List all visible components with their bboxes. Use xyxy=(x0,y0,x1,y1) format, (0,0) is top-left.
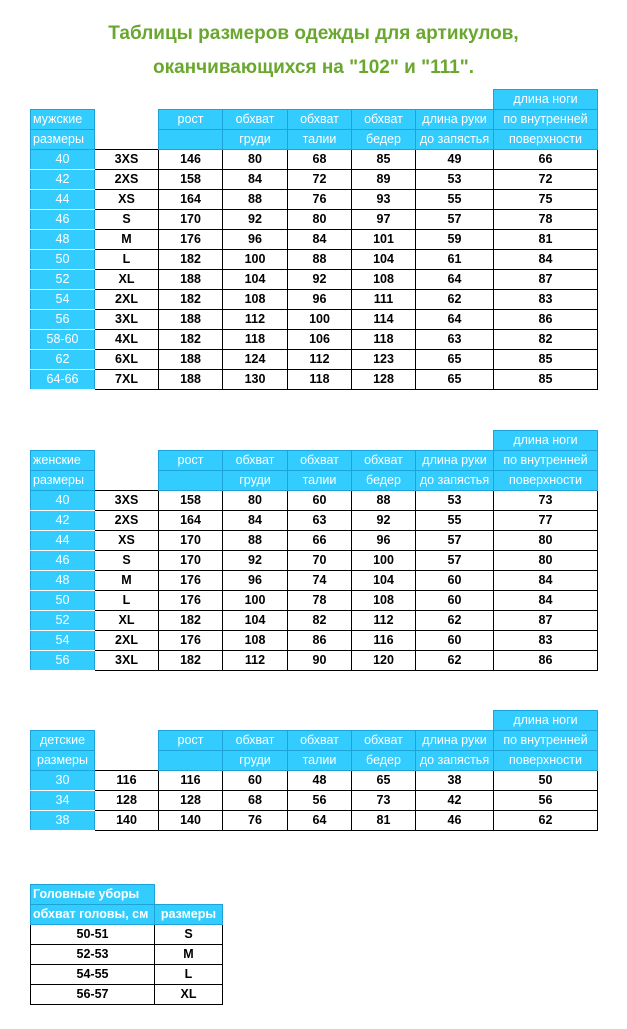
table-cell: 74 xyxy=(288,571,352,591)
table-cell: 96 xyxy=(223,230,288,250)
col-chest-header-a: обхват xyxy=(223,110,288,130)
col-chest-header-b: груди xyxy=(223,751,288,771)
col-waist-header-b: талии xyxy=(288,471,352,491)
table-cell: 92 xyxy=(223,210,288,230)
size-cell: 56 xyxy=(31,310,95,330)
col-hips-header-b: бедер xyxy=(352,471,416,491)
size-cell: 46 xyxy=(31,551,95,571)
table-cell: 60 xyxy=(223,771,288,791)
table-cell: 57 xyxy=(416,210,494,230)
table-cell: 80 xyxy=(223,150,288,170)
table-cell: 82 xyxy=(494,330,598,350)
table-cell: 78 xyxy=(288,591,352,611)
table-cell: 182 xyxy=(159,330,223,350)
table-row xyxy=(31,611,598,631)
table-cell: 140 xyxy=(159,811,223,831)
table-cell: 2XS xyxy=(95,511,159,531)
col-hips-header-a: обхват xyxy=(352,731,416,751)
col-leg-header-a: длина ноги xyxy=(494,431,598,451)
table-cell: 63 xyxy=(416,330,494,350)
table-cell: 101 xyxy=(352,230,416,250)
size-cell: 38 xyxy=(31,811,95,831)
size-cell: 54 xyxy=(31,631,95,651)
size-cell: 48 xyxy=(31,230,95,250)
table-row xyxy=(31,651,598,671)
table-cell: 92 xyxy=(288,270,352,290)
table-cell: M xyxy=(95,571,159,591)
col-arm-header-b: до запястья xyxy=(416,130,494,150)
table-cell: 108 xyxy=(352,591,416,611)
table-cell: 90 xyxy=(288,651,352,671)
table-cell: 55 xyxy=(416,511,494,531)
table-cell: 88 xyxy=(288,250,352,270)
table-cell: 86 xyxy=(494,651,598,671)
table-cell: 6XL xyxy=(95,350,159,370)
table-row xyxy=(31,985,223,1005)
table-row xyxy=(31,965,223,985)
table-cell: 48 xyxy=(288,771,352,791)
table-cell: 2XS xyxy=(95,170,159,190)
table-cell: 63 xyxy=(288,511,352,531)
table-cell: S xyxy=(95,551,159,571)
table-cell: XL xyxy=(155,985,223,1005)
table-cell: 73 xyxy=(494,491,598,511)
table-cell: 68 xyxy=(288,150,352,170)
table-row xyxy=(31,791,598,811)
table-cell: 73 xyxy=(352,791,416,811)
table-cell: XL xyxy=(95,611,159,631)
size-cell: 50 xyxy=(31,591,95,611)
size-cell: 64-66 xyxy=(31,370,95,390)
col-waist-header-a: обхват xyxy=(288,110,352,130)
size-cell: 34 xyxy=(31,791,95,811)
size-cell: 58-60 xyxy=(31,330,95,350)
col-chest-header-b: груди xyxy=(223,471,288,491)
table-cell: 49 xyxy=(416,150,494,170)
table-cell: 116 xyxy=(352,631,416,651)
table-cell: 188 xyxy=(159,370,223,390)
size-cell: 48 xyxy=(31,571,95,591)
col-leg-header-c: поверхности xyxy=(494,471,598,491)
table-cell: 97 xyxy=(352,210,416,230)
table-cell: 56 xyxy=(288,791,352,811)
table-cell: 88 xyxy=(352,491,416,511)
table-cell: 53 xyxy=(416,170,494,190)
table-row xyxy=(31,771,598,791)
table-cell: 54-55 xyxy=(31,965,155,985)
table-cell: 164 xyxy=(159,511,223,531)
table-cell: 84 xyxy=(223,511,288,531)
table-cell: 108 xyxy=(223,290,288,310)
col-arm-header-b: до запястья xyxy=(416,751,494,771)
size-cell: 56 xyxy=(31,651,95,671)
table-row xyxy=(31,591,598,611)
col-arm-header-a: длина руки xyxy=(416,731,494,751)
col-arm-header-a: длина руки xyxy=(416,451,494,471)
table-cell: 75 xyxy=(494,190,598,210)
table-cell: 123 xyxy=(352,350,416,370)
table-cell: 88 xyxy=(223,190,288,210)
size-cell: 42 xyxy=(31,170,95,190)
table-row xyxy=(31,270,598,290)
table-cell: 104 xyxy=(352,571,416,591)
col-arm-header-b: до запястья xyxy=(416,471,494,491)
size-cell: 50 xyxy=(31,250,95,270)
table-cell: 76 xyxy=(288,190,352,210)
table-cell: M xyxy=(95,230,159,250)
kids-label-b: размеры xyxy=(31,751,95,771)
table-cell: 3XS xyxy=(95,491,159,511)
col-leg-header-c: поверхности xyxy=(494,130,598,150)
table-cell: 65 xyxy=(416,350,494,370)
kids-label-a: детские xyxy=(31,731,95,751)
table-cell: 62 xyxy=(416,611,494,631)
table-cell: 84 xyxy=(494,250,598,270)
table-cell: 84 xyxy=(494,591,598,611)
table-cell: 86 xyxy=(288,631,352,651)
table-cell: 112 xyxy=(223,651,288,671)
table-cell: 182 xyxy=(159,290,223,310)
table-cell: 60 xyxy=(416,631,494,651)
table-cell: 70 xyxy=(288,551,352,571)
table-cell: 112 xyxy=(223,310,288,330)
col-chest-header-a: обхват xyxy=(223,451,288,471)
table-row xyxy=(31,330,598,350)
table-cell: 80 xyxy=(288,210,352,230)
table-cell: 52-53 xyxy=(31,945,155,965)
women-label-a: женские xyxy=(31,451,95,471)
table-cell: 114 xyxy=(352,310,416,330)
table-cell: 84 xyxy=(288,230,352,250)
table-cell: 112 xyxy=(352,611,416,631)
table-cell: 60 xyxy=(416,591,494,611)
table-row xyxy=(31,170,598,190)
table-cell: 64 xyxy=(288,811,352,831)
table-cell: 87 xyxy=(494,270,598,290)
table-cell: 96 xyxy=(352,531,416,551)
kids-size-table xyxy=(30,710,598,831)
table-cell: 80 xyxy=(494,551,598,571)
col-chest-header-a: обхват xyxy=(223,731,288,751)
men-size-table xyxy=(30,89,598,390)
table-cell: L xyxy=(95,250,159,270)
table-cell: 38 xyxy=(416,771,494,791)
table-cell: 100 xyxy=(223,250,288,270)
table-cell: 100 xyxy=(223,591,288,611)
table-cell: 111 xyxy=(352,290,416,310)
table-row xyxy=(31,811,598,831)
table-row xyxy=(31,210,598,230)
table-cell: 50 xyxy=(494,771,598,791)
table-cell: 170 xyxy=(159,551,223,571)
table-cell: 176 xyxy=(159,230,223,250)
table-cell: 81 xyxy=(494,230,598,250)
table-row xyxy=(31,491,598,511)
table-cell: 118 xyxy=(288,370,352,390)
table-row xyxy=(31,551,598,571)
size-cell: 44 xyxy=(31,190,95,210)
table-cell: 65 xyxy=(352,771,416,791)
page-title-line-2: оканчивающихся на "102" и "111". xyxy=(152,57,474,78)
table-cell: 176 xyxy=(159,631,223,651)
col-hips-header-b: бедер xyxy=(352,751,416,771)
table-cell: 84 xyxy=(494,571,598,591)
hats-col-size: размеры xyxy=(155,905,223,925)
table-cell: 66 xyxy=(494,150,598,170)
table-cell: L xyxy=(95,591,159,611)
table-cell: 76 xyxy=(223,811,288,831)
table-cell: 100 xyxy=(352,551,416,571)
table-cell: 57 xyxy=(416,531,494,551)
table-cell: 84 xyxy=(223,170,288,190)
table-cell: 60 xyxy=(288,491,352,511)
table-row xyxy=(31,230,598,250)
table-cell: 170 xyxy=(159,210,223,230)
col-leg-header-b: по внутренней xyxy=(494,731,598,751)
table-cell: 96 xyxy=(223,571,288,591)
table-cell: 56 xyxy=(494,791,598,811)
table-cell: 108 xyxy=(352,270,416,290)
table-cell: 116 xyxy=(95,771,159,791)
hats-size-table xyxy=(30,884,223,1005)
table-cell: 170 xyxy=(159,531,223,551)
table-row xyxy=(31,945,223,965)
col-height-header: рост xyxy=(159,731,223,751)
table-row xyxy=(31,925,223,945)
table-cell: 4XL xyxy=(95,330,159,350)
table-cell: 118 xyxy=(223,330,288,350)
table-cell: 120 xyxy=(352,651,416,671)
table-cell: 60 xyxy=(416,571,494,591)
table-cell: 182 xyxy=(159,250,223,270)
table-row xyxy=(31,290,598,310)
col-chest-header-b: груди xyxy=(223,130,288,150)
table-cell: 124 xyxy=(223,350,288,370)
col-waist-header-b: талии xyxy=(288,130,352,150)
table-cell: 96 xyxy=(288,290,352,310)
table-cell: 146 xyxy=(159,150,223,170)
table-cell: 104 xyxy=(223,611,288,631)
table-cell: 108 xyxy=(223,631,288,651)
table-cell: 3XL xyxy=(95,310,159,330)
size-cell: 40 xyxy=(31,150,95,170)
table-cell: 128 xyxy=(352,370,416,390)
table-row xyxy=(31,370,598,390)
table-cell: 82 xyxy=(288,611,352,631)
table-cell: 59 xyxy=(416,230,494,250)
col-waist-header-a: обхват xyxy=(288,451,352,471)
table-cell: 93 xyxy=(352,190,416,210)
table-cell: 176 xyxy=(159,571,223,591)
table-cell: 65 xyxy=(416,370,494,390)
table-cell: 57 xyxy=(416,551,494,571)
table-cell: L xyxy=(155,965,223,985)
table-row xyxy=(31,571,598,591)
table-cell: 77 xyxy=(494,511,598,531)
table-cell: 78 xyxy=(494,210,598,230)
table-cell: 53 xyxy=(416,491,494,511)
table-cell: 62 xyxy=(494,811,598,831)
size-cell: 46 xyxy=(31,210,95,230)
table-cell: 86 xyxy=(494,310,598,330)
table-row xyxy=(31,150,598,170)
table-cell: 128 xyxy=(95,791,159,811)
size-cell: 62 xyxy=(31,350,95,370)
table-cell: 2XL xyxy=(95,631,159,651)
size-cell: 52 xyxy=(31,270,95,290)
table-cell: 2XL xyxy=(95,290,159,310)
table-cell: 42 xyxy=(416,791,494,811)
page-title-line-1: Таблицы размеров одежды для артикулов, xyxy=(108,23,519,44)
table-cell: 182 xyxy=(159,651,223,671)
table-row xyxy=(31,190,598,210)
col-leg-header-b: по внутренней xyxy=(494,110,598,130)
men-label-b: размеры xyxy=(31,130,95,150)
hats-col-head: обхват головы, см xyxy=(31,905,155,925)
women-label-b: размеры xyxy=(31,471,95,491)
table-cell: 164 xyxy=(159,190,223,210)
table-cell: 50-51 xyxy=(31,925,155,945)
table-cell: 68 xyxy=(223,791,288,811)
size-cell: 40 xyxy=(31,491,95,511)
table-cell: 80 xyxy=(223,491,288,511)
table-cell: 89 xyxy=(352,170,416,190)
table-cell: S xyxy=(95,210,159,230)
table-cell: 158 xyxy=(159,491,223,511)
table-cell: 118 xyxy=(352,330,416,350)
table-cell: 64 xyxy=(416,310,494,330)
women-size-table xyxy=(30,430,598,671)
table-row xyxy=(31,250,598,270)
size-cell: 44 xyxy=(31,531,95,551)
table-cell: 188 xyxy=(159,350,223,370)
table-row xyxy=(31,310,598,330)
table-cell: XS xyxy=(95,531,159,551)
col-hips-header-b: бедер xyxy=(352,130,416,150)
table-cell: 128 xyxy=(159,791,223,811)
table-cell: 83 xyxy=(494,631,598,651)
table-cell: 140 xyxy=(95,811,159,831)
table-cell: 7XL xyxy=(95,370,159,390)
col-leg-header-a: длина ноги xyxy=(494,90,598,110)
table-cell: XL xyxy=(95,270,159,290)
table-cell: 72 xyxy=(288,170,352,190)
col-hips-header-a: обхват xyxy=(352,451,416,471)
table-row xyxy=(31,511,598,531)
table-cell: 72 xyxy=(494,170,598,190)
table-cell: 112 xyxy=(288,350,352,370)
table-cell: 188 xyxy=(159,310,223,330)
size-cell: 54 xyxy=(31,290,95,310)
table-cell: 104 xyxy=(352,250,416,270)
table-cell: 85 xyxy=(494,350,598,370)
table-cell: 62 xyxy=(416,651,494,671)
col-leg-header-b: по внутренней xyxy=(494,451,598,471)
table-cell: 130 xyxy=(223,370,288,390)
table-cell: 83 xyxy=(494,290,598,310)
table-cell: 80 xyxy=(494,531,598,551)
table-cell: 55 xyxy=(416,190,494,210)
table-cell: 3XL xyxy=(95,651,159,671)
size-cell: 42 xyxy=(31,511,95,531)
table-cell: 104 xyxy=(223,270,288,290)
table-cell: 3XS xyxy=(95,150,159,170)
table-cell: 88 xyxy=(223,531,288,551)
col-waist-header-a: обхват xyxy=(288,731,352,751)
col-waist-header-b: талии xyxy=(288,751,352,771)
table-cell: 56-57 xyxy=(31,985,155,1005)
table-cell: XS xyxy=(95,190,159,210)
table-cell: 87 xyxy=(494,611,598,631)
table-cell: 64 xyxy=(416,270,494,290)
hats-title: Головные уборы xyxy=(31,885,155,905)
table-cell: M xyxy=(155,945,223,965)
col-leg-header-c: поверхности xyxy=(494,751,598,771)
table-cell: 92 xyxy=(223,551,288,571)
table-cell: 116 xyxy=(159,771,223,791)
table-cell: 81 xyxy=(352,811,416,831)
table-cell: 62 xyxy=(416,290,494,310)
table-row xyxy=(31,631,598,651)
col-hips-header-a: обхват xyxy=(352,110,416,130)
table-cell: 106 xyxy=(288,330,352,350)
table-cell: 85 xyxy=(352,150,416,170)
size-cell: 52 xyxy=(31,611,95,631)
col-leg-header-a: длина ноги xyxy=(494,711,598,731)
table-row xyxy=(31,531,598,551)
table-cell: 46 xyxy=(416,811,494,831)
table-cell: 66 xyxy=(288,531,352,551)
col-height-header: рост xyxy=(159,451,223,471)
table-cell: 100 xyxy=(288,310,352,330)
table-cell: 61 xyxy=(416,250,494,270)
col-height-header: рост xyxy=(159,110,223,130)
size-cell: 30 xyxy=(31,771,95,791)
table-cell: 92 xyxy=(352,511,416,531)
table-cell: 176 xyxy=(159,591,223,611)
table-cell: 158 xyxy=(159,170,223,190)
col-arm-header-a: длина руки xyxy=(416,110,494,130)
table-cell: 85 xyxy=(494,370,598,390)
table-row xyxy=(31,350,598,370)
men-label-a: мужские xyxy=(31,110,95,130)
table-cell: 188 xyxy=(159,270,223,290)
table-cell: 182 xyxy=(159,611,223,631)
table-cell: S xyxy=(155,925,223,945)
